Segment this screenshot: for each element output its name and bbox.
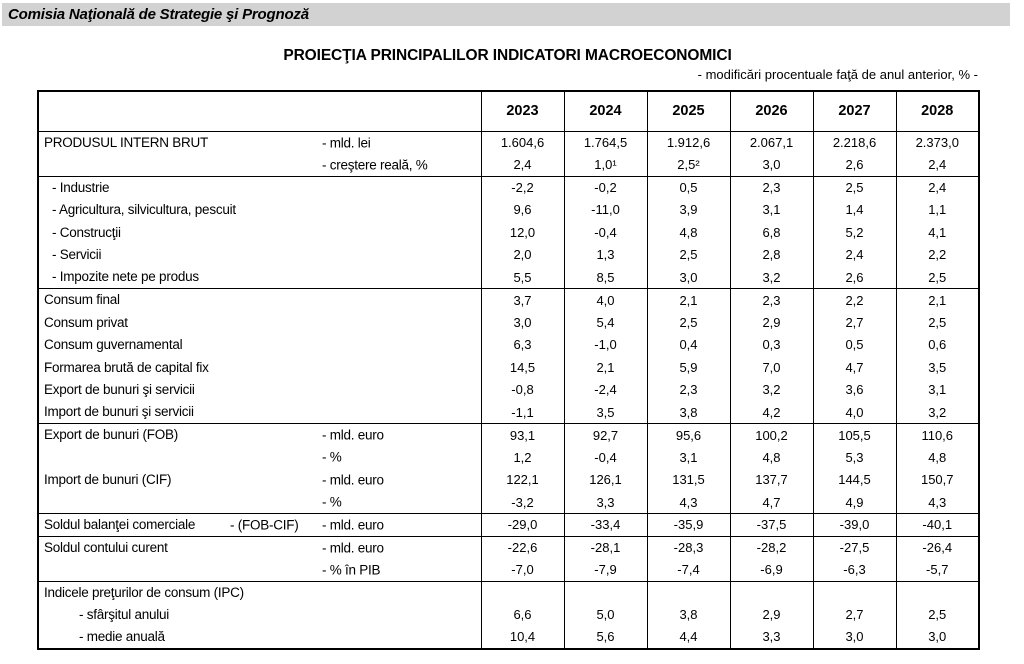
- year-header: 2025: [647, 91, 730, 131]
- value-cell: 4,7: [730, 491, 813, 514]
- value-cell: 3,8: [647, 401, 730, 424]
- value-cell: 2,5: [896, 604, 979, 627]
- value-cell: 2,7: [813, 311, 896, 334]
- row-label: [39, 450, 44, 465]
- value-cell: 2,2: [896, 244, 979, 267]
- table-row: [38, 221, 979, 244]
- value-cell: 8,5: [564, 266, 647, 289]
- value-cell: 3,2: [896, 401, 979, 424]
- value-cell: 4,0: [813, 401, 896, 424]
- value-cell: 2,3: [647, 379, 730, 402]
- value-cell: [647, 581, 730, 604]
- row-label: Consum privat: [44, 314, 128, 330]
- value-cell: 1.604,6: [481, 131, 564, 154]
- row-label-cell: [38, 491, 481, 514]
- value-cell: 3,2: [730, 379, 813, 402]
- value-cell: 2,9: [730, 311, 813, 334]
- value-cell: 2.218,6: [813, 131, 896, 154]
- table-row: [38, 244, 979, 267]
- row-label-cell: [38, 401, 481, 424]
- value-cell: 3,1: [896, 379, 979, 402]
- row-label-qualifier: - (FOB-CIF): [230, 517, 299, 532]
- value-cell: -3,2: [481, 491, 564, 514]
- row-label-cell: [38, 356, 481, 379]
- value-cell: 3,1: [647, 446, 730, 469]
- value-cell: 3,0: [813, 626, 896, 649]
- value-cell: 1,0¹: [564, 154, 647, 177]
- value-cell: -1,1: [481, 401, 564, 424]
- table-row: [38, 604, 979, 627]
- value-cell: 1,1: [896, 199, 979, 222]
- value-cell: -0,4: [564, 446, 647, 469]
- value-cell: 126,1: [564, 469, 647, 492]
- value-cell: 2.067,1: [730, 131, 813, 154]
- row-label: Import de bunuri (CIF): [44, 472, 172, 487]
- row-label-cell: [38, 469, 481, 492]
- value-cell: 2,1: [896, 289, 979, 312]
- row-label: [39, 157, 44, 172]
- table-row: [38, 199, 979, 222]
- value-cell: 1,3: [564, 244, 647, 267]
- value-cell: 105,5: [813, 424, 896, 447]
- row-label-cell: [38, 221, 481, 244]
- row-unit: - mld. euro: [322, 517, 384, 532]
- value-cell: 2,1: [647, 289, 730, 312]
- value-cell: 4,8: [896, 446, 979, 469]
- row-label-cell: [38, 446, 481, 469]
- org-name: Comisia Naţională de Strategie şi Prognoză: [8, 6, 309, 23]
- value-cell: 5,3: [813, 446, 896, 469]
- value-cell: 2,4: [813, 244, 896, 267]
- value-cell: 4,0: [564, 289, 647, 312]
- value-cell: [730, 581, 813, 604]
- table-row: [38, 491, 979, 514]
- value-cell: -39,0: [813, 514, 896, 537]
- value-cell: 0,3: [730, 334, 813, 357]
- row-label-cell: [38, 176, 481, 199]
- row-label-cell: [38, 581, 481, 604]
- value-cell: 0,5: [813, 334, 896, 357]
- value-cell: 2,5: [647, 311, 730, 334]
- value-cell: 3,1: [730, 199, 813, 222]
- row-label: Soldul contului curent: [44, 539, 168, 555]
- table-row: [38, 289, 979, 312]
- year-header: 2027: [813, 91, 896, 131]
- table-row: [38, 379, 979, 402]
- section-sold-balanta: [38, 514, 979, 537]
- row-label: Consum final: [44, 292, 120, 308]
- table-row: [38, 536, 979, 559]
- value-cell: 1.764,5: [564, 131, 647, 154]
- value-cell: 5,2: [813, 221, 896, 244]
- value-cell: -5,7: [896, 559, 979, 582]
- value-cell: 131,5: [647, 469, 730, 492]
- table-row: [38, 424, 979, 447]
- value-cell: 3,3: [564, 491, 647, 514]
- value-cell: -0,2: [564, 176, 647, 199]
- value-cell: 95,6: [647, 424, 730, 447]
- value-cell: [564, 581, 647, 604]
- value-cell: 4,2: [730, 401, 813, 424]
- row-label-cell: [38, 131, 481, 154]
- row-label-cell: [38, 424, 481, 447]
- row-label: [39, 494, 44, 509]
- value-cell: -6,9: [730, 559, 813, 582]
- value-cell: -22,6: [481, 536, 564, 559]
- table-row: [38, 176, 979, 199]
- table-row: [38, 469, 979, 492]
- value-cell: 3,0: [481, 311, 564, 334]
- value-cell: 4,3: [647, 491, 730, 514]
- value-cell: 2,9: [730, 604, 813, 627]
- value-cell: -7,4: [647, 559, 730, 582]
- value-cell: 6,6: [481, 604, 564, 627]
- value-cell: [481, 581, 564, 604]
- value-cell: 5,6: [564, 626, 647, 649]
- table-row: [38, 311, 979, 334]
- value-cell: 5,0: [564, 604, 647, 627]
- year-header: 2023: [481, 91, 564, 131]
- years-header-row: [38, 91, 979, 131]
- value-cell: 0,5: [647, 176, 730, 199]
- org-header-bar: [2, 3, 1010, 26]
- value-cell: 4,8: [730, 446, 813, 469]
- value-cell: 10,4: [481, 626, 564, 649]
- value-cell: 122,1: [481, 469, 564, 492]
- value-cell: 137,7: [730, 469, 813, 492]
- row-label-cell: [38, 536, 481, 559]
- table-row: [38, 401, 979, 424]
- value-cell: -33,4: [564, 514, 647, 537]
- row-label-cell: [38, 604, 481, 627]
- row-label-cell: [38, 244, 481, 267]
- value-cell: 5,5: [481, 266, 564, 289]
- row-unit: - mld. euro: [322, 539, 384, 555]
- value-cell: 2,8: [730, 244, 813, 267]
- value-cell: -11,0: [564, 199, 647, 222]
- page-subtitle: - modificări procentuale faţă de anul anterior, % -: [697, 67, 978, 82]
- table-row: [38, 514, 979, 537]
- value-cell: 3,0: [730, 154, 813, 177]
- value-cell: 2,5: [896, 311, 979, 334]
- table-row: [38, 356, 979, 379]
- value-cell: 3,5: [564, 401, 647, 424]
- value-cell: 4,1: [896, 221, 979, 244]
- value-cell: 2.373,0: [896, 131, 979, 154]
- row-label-cell: [38, 311, 481, 334]
- value-cell: -37,5: [730, 514, 813, 537]
- row-unit: - % în PIB: [322, 561, 381, 577]
- value-cell: -29,0: [481, 514, 564, 537]
- value-cell: 2,7: [813, 604, 896, 627]
- value-cell: 2,6: [813, 154, 896, 177]
- row-label-cell: [38, 626, 481, 649]
- value-cell: 2,6: [813, 266, 896, 289]
- value-cell: 110,6: [896, 424, 979, 447]
- row-label: Formarea brută de capital fix: [44, 359, 209, 375]
- value-cell: -28,1: [564, 536, 647, 559]
- value-cell: 6,3: [481, 334, 564, 357]
- table-row: [38, 154, 979, 177]
- value-cell: 2,5²: [647, 154, 730, 177]
- row-label: - medie anuală: [79, 629, 165, 644]
- section-consum: [38, 289, 979, 424]
- value-cell: 2,2: [813, 289, 896, 312]
- row-label: Indicele preţurilor de consum (IPC): [44, 584, 244, 600]
- row-label-cell: [38, 154, 481, 177]
- row-unit: - creştere reală, %: [322, 156, 428, 172]
- value-cell: 1,2: [481, 446, 564, 469]
- row-label-cell: [38, 266, 481, 289]
- indicators-table: [37, 90, 980, 650]
- value-cell: 2,1: [564, 356, 647, 379]
- row-label: Soldul balanţei comerciale: [44, 517, 196, 532]
- value-cell: 2,5: [647, 244, 730, 267]
- value-cell: [896, 581, 979, 604]
- value-cell: 7,0: [730, 356, 813, 379]
- row-label: PRODUSUL INTERN BRUT: [44, 134, 209, 150]
- table-row: [38, 581, 979, 604]
- value-cell: -2,4: [564, 379, 647, 402]
- row-label-cell: [38, 379, 481, 402]
- value-cell: 2,5: [813, 176, 896, 199]
- value-cell: 2,4: [896, 176, 979, 199]
- value-cell: 3,0: [647, 266, 730, 289]
- value-cell: 5,4: [564, 311, 647, 334]
- value-cell: 3,2: [730, 266, 813, 289]
- value-cell: 3,9: [647, 199, 730, 222]
- row-unit: - mld. euro: [322, 427, 384, 443]
- table-row: [38, 131, 979, 154]
- row-label: - Agricultura, silvicultura, pescuit: [52, 202, 236, 217]
- year-header: 2028: [896, 91, 979, 131]
- table-container: [37, 90, 980, 650]
- row-unit: - mld. lei: [322, 134, 371, 150]
- value-cell: -7,9: [564, 559, 647, 582]
- table-row: [38, 559, 979, 582]
- value-cell: 2,4: [896, 154, 979, 177]
- value-cell: -35,9: [647, 514, 730, 537]
- row-label: Import de bunuri şi servicii: [44, 404, 194, 420]
- row-unit: - %: [322, 494, 342, 510]
- year-header: 2026: [730, 91, 813, 131]
- value-cell: 3,3: [730, 626, 813, 649]
- value-cell: 3,5: [896, 356, 979, 379]
- value-cell: 6,8: [730, 221, 813, 244]
- value-cell: 1,4: [813, 199, 896, 222]
- page-title: PROIECŢIA PRINCIPALILOR INDICATORI MACROECONOMICI: [283, 47, 732, 64]
- value-cell: 150,7: [896, 469, 979, 492]
- value-cell: 3,8: [647, 604, 730, 627]
- value-cell: -28,3: [647, 536, 730, 559]
- row-label: - Industrie: [52, 179, 110, 195]
- value-cell: 14,5: [481, 356, 564, 379]
- row-label-cell: [38, 289, 481, 312]
- value-cell: 92,7: [564, 424, 647, 447]
- row-label: - Impozite nete pe produs: [52, 269, 199, 285]
- value-cell: 2,5: [896, 266, 979, 289]
- row-unit: - mld. euro: [322, 472, 384, 487]
- table-row: [38, 626, 979, 649]
- row-unit: - %: [322, 449, 342, 465]
- value-cell: -26,4: [896, 536, 979, 559]
- value-cell: 3,6: [813, 379, 896, 402]
- value-cell: 12,0: [481, 221, 564, 244]
- value-cell: [813, 581, 896, 604]
- row-label-cell: [38, 514, 481, 537]
- row-label: Export de bunuri şi servicii: [44, 382, 195, 397]
- row-label-cell: [38, 199, 481, 222]
- value-cell: 4,7: [813, 356, 896, 379]
- value-cell: 4,4: [647, 626, 730, 649]
- value-cell: -0,4: [564, 221, 647, 244]
- value-cell: 0,4: [647, 334, 730, 357]
- section-cont-curent: [38, 536, 979, 581]
- value-cell: -1,0: [564, 334, 647, 357]
- value-cell: 3,7: [481, 289, 564, 312]
- value-cell: -27,5: [813, 536, 896, 559]
- section-ramuri: [38, 176, 979, 289]
- row-label: [39, 562, 44, 577]
- row-label: Export de bunuri (FOB): [44, 427, 179, 443]
- value-cell: 4,9: [813, 491, 896, 514]
- row-label-cell: [38, 559, 481, 582]
- value-cell: 0,6: [896, 334, 979, 357]
- value-cell: 2,3: [730, 289, 813, 312]
- value-cell: 4,3: [896, 491, 979, 514]
- value-cell: 9,6: [481, 199, 564, 222]
- row-label: - sfârşitul anului: [79, 607, 170, 622]
- value-cell: -6,3: [813, 559, 896, 582]
- section-comert-exterior: [38, 424, 979, 514]
- row-label-cell: [38, 334, 481, 357]
- value-cell: 2,3: [730, 176, 813, 199]
- value-cell: 5,9: [647, 356, 730, 379]
- value-cell: 4,8: [647, 221, 730, 244]
- value-cell: 1.912,6: [647, 131, 730, 154]
- row-label: - Construcţii: [52, 224, 121, 240]
- value-cell: -28,2: [730, 536, 813, 559]
- value-cell: 100,2: [730, 424, 813, 447]
- year-header: 2024: [564, 91, 647, 131]
- value-cell: 2,0: [481, 244, 564, 267]
- value-cell: -7,0: [481, 559, 564, 582]
- value-cell: -40,1: [896, 514, 979, 537]
- value-cell: 93,1: [481, 424, 564, 447]
- section-pib: [38, 131, 979, 176]
- value-cell: -2,2: [481, 176, 564, 199]
- corner-cell: [38, 91, 481, 131]
- value-cell: 3,0: [896, 626, 979, 649]
- section-ipc: [38, 581, 979, 649]
- table-row: [38, 446, 979, 469]
- value-cell: -0,8: [481, 379, 564, 402]
- row-label: Consum guvernamental: [44, 337, 183, 352]
- value-cell: 2,4: [481, 154, 564, 177]
- table-row: [38, 266, 979, 289]
- row-label: - Servicii: [52, 247, 102, 262]
- value-cell: 144,5: [813, 469, 896, 492]
- years-header: [38, 91, 979, 131]
- table-row: [38, 334, 979, 357]
